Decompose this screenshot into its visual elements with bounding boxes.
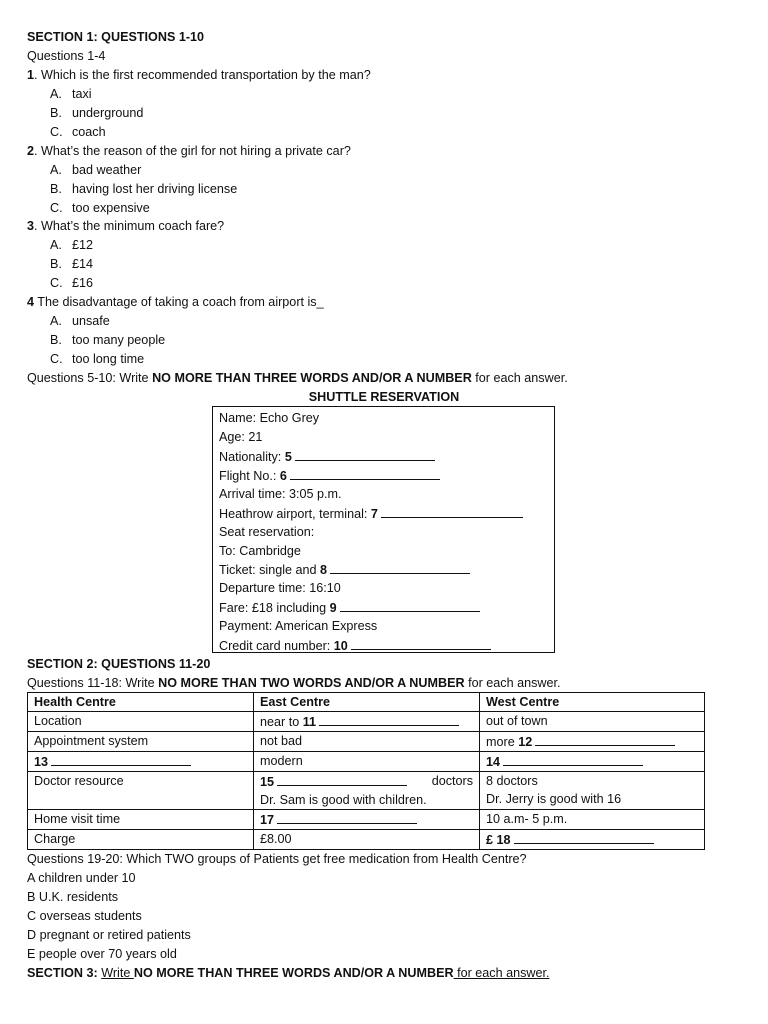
cell-east-appointment: not bad [254,732,480,752]
form-heathrow: Heathrow airport, terminal: 7 [219,504,523,523]
form-payment: Payment: American Express [219,619,378,633]
choice-c: C overseas students [27,909,142,923]
cell-west-doctors: 8 doctors Dr. Jerry is good with 16 [480,772,705,810]
cell-west-charge: £ 18 [480,830,705,850]
cell-west-home-visit: 10 a.m- 5 p.m. [480,810,705,830]
header-west-centre: West Centre [480,693,705,712]
answer-blank-13[interactable] [51,752,191,766]
table-header-row [28,693,705,712]
q1-option-b: B. underground [50,106,144,120]
q2-option-a: A. bad weather [50,163,142,177]
cell-east-home-visit: 17 [254,810,480,830]
cell-east-location: near to 11 [254,712,480,732]
cell-west-14: 14 [480,752,705,772]
questions-1-4-heading: Questions 1-4 [27,49,106,63]
q3-option-b: B. £14 [50,257,94,271]
question-1: 1. Which is the first recommended transportation by the man? [27,68,371,82]
answer-blank-8[interactable] [330,560,470,574]
answer-blank-17[interactable] [277,810,417,824]
cell-east-doctors: 15 doctors Dr. Sam is good with children. [254,772,480,810]
table-row [28,752,705,772]
choice-d: D pregnant or retired patients [27,928,191,942]
q2-option-b: B. having lost her driving license [50,182,238,196]
choice-e: E people over 70 years old [27,947,177,961]
answer-blank-7[interactable] [381,504,523,518]
answer-blank-18[interactable] [514,830,654,844]
section2-heading: SECTION 2: QUESTIONS 11-20 [27,657,211,671]
q1-option-a: A. taxi [50,87,92,101]
questions-5-10-instructions: Questions 5-10: Write NO MORE THAN THREE WORDS AND/OR A NUMBER for each answer. [27,371,568,385]
answer-blank-12[interactable] [535,732,675,746]
form-departure: Departure time: 16:10 [219,581,341,595]
form-arrival: Arrival time: 3:05 p.m. [219,487,342,501]
question-2: 2. What’s the reason of the girl for not hiring a private car? [27,144,351,158]
choice-b: B U.K. residents [27,890,118,904]
answer-blank-11[interactable] [319,712,459,726]
shuttle-reservation-title: SHUTTLE RESERVATION [308,390,460,404]
table-row [28,772,705,810]
section3-heading: SECTION 3: Write NO MORE THAN THREE WORDS AND/OR A NUMBER for each answer. [27,966,550,980]
cell-west-location: out of town [480,712,705,732]
cell-west-appointment: more 12 [480,732,705,752]
form-credit: Credit card number: 10 [219,636,491,655]
row-label-charge: Charge [28,830,254,850]
q4-option-b: B. too many people [50,333,166,347]
q4-option-c: C. too long time [50,352,145,366]
q2-option-c: C. too expensive [50,201,150,215]
q3-option-c: C. £16 [50,276,94,290]
question-3: 3. What’s the minimum coach fare? [27,219,225,233]
answer-blank-15[interactable] [277,772,407,786]
row-label-location: Location [28,712,254,732]
row-label-doctor-resource: Doctor resource [28,772,254,810]
answer-blank-5[interactable] [295,447,435,461]
answer-blank-9[interactable] [340,598,480,612]
questions-11-18-instructions: Questions 11-18: Write NO MORE THAN TWO WORDS AND/OR A NUMBER for each answer. [27,676,561,690]
table-row [28,830,705,850]
shuttle-reservation-form [212,406,555,653]
q3-option-a: A. £12 [50,238,94,252]
q4-option-a: A. unsafe [50,314,110,328]
table-row [28,810,705,830]
section1-heading: SECTION 1: QUESTIONS 1-10 [27,30,205,44]
row-label-home-visit: Home visit time [28,810,254,830]
questions-19-20-prompt: Questions 19-20: Which TWO groups of Patients get free medication from Health Centre? [27,852,527,866]
cell-east-modern: modern [254,752,480,772]
question-4: 4 The disadvantage of taking a coach from airport is_ [27,295,324,309]
form-name: Name: Echo Grey [219,411,320,425]
answer-blank-6[interactable] [290,466,440,480]
choice-a: A children under 10 [27,871,136,885]
health-centre-table [27,692,705,850]
header-east-centre: East Centre [254,693,480,712]
form-seat: Seat reservation: [219,525,315,539]
row-label-13: 13 [28,752,254,772]
table-row [28,732,705,752]
answer-blank-14[interactable] [503,752,643,766]
header-health-centre: Health Centre [28,693,254,712]
form-age: Age: 21 [219,430,263,444]
form-nationality: Nationality: 5 [219,447,435,466]
form-fare: Fare: £18 including 9 [219,598,480,617]
cell-east-charge: £8.00 [254,830,480,850]
form-to: To: Cambridge [219,544,301,558]
q1-option-c: C. coach [50,125,106,139]
row-label-appointment: Appointment system [28,732,254,752]
table-row [28,712,705,732]
form-ticket: Ticket: single and 8 [219,560,470,579]
form-flight: Flight No.: 6 [219,466,440,485]
answer-blank-10[interactable] [351,636,491,650]
